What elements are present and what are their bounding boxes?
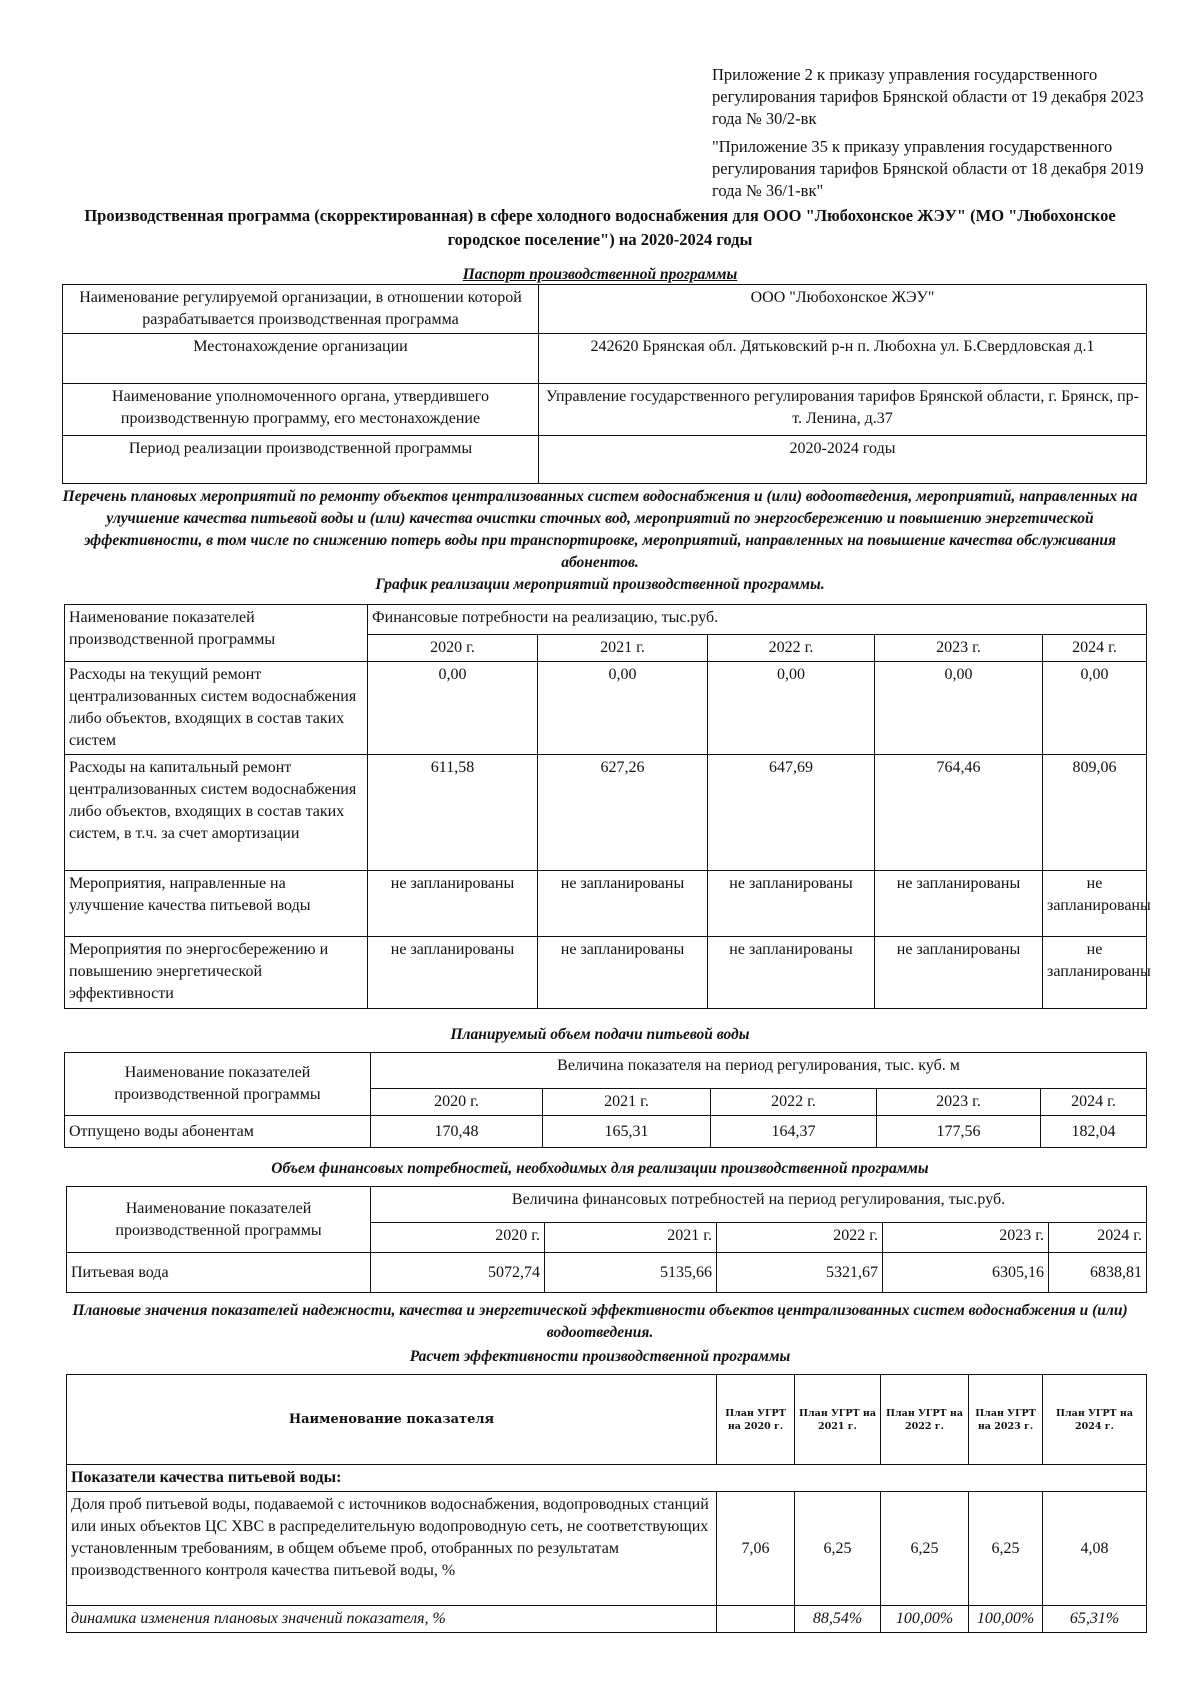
efficiency-table <box>66 1374 1147 1633</box>
row-label: Расходы на капитальный ремонт централизованных систем водоснабжения либо объектов, входящих в состав таких систем, в т.ч. за счет амортизации <box>65 755 368 871</box>
volume-col-header: Наименование показателей производственной программы <box>65 1053 371 1116</box>
efficiency-section-row <box>67 1465 1147 1492</box>
cell-value: 6,25 <box>881 1492 969 1606</box>
year-header: 2022 г. <box>711 1089 877 1116</box>
measures-table <box>64 604 1151 1009</box>
year-header: 2024 г. <box>1041 1089 1147 1116</box>
cell-value: 164,37 <box>711 1116 877 1148</box>
cell-value: 170,48 <box>371 1116 543 1148</box>
cell-value: не запланированы <box>538 871 708 937</box>
cell-value: не запланированы <box>875 871 1043 937</box>
passport-row <box>63 384 1147 436</box>
measures-row <box>65 937 1147 1009</box>
efficiency-subtitle: Расчет эффективности производственной программы <box>409 1348 791 1365</box>
efficiency-title: Плановые значения показателей надежности, качества и энергетической эффективности объектов централизованных систем водоснабжения и (или) водоотведения. <box>72 1302 1128 1341</box>
passport-value: Управление государственного регулирования тарифов Брянской области, г. Брянск, пр-т. Ленина, д.37 <box>539 384 1147 436</box>
cell-value: не запланированы <box>1043 937 1147 1009</box>
year-header: 2021 г. <box>543 1089 711 1116</box>
cell-value: 4,08 <box>1043 1492 1147 1606</box>
year-header: 2024 г. <box>1049 1223 1147 1253</box>
measures-group-header: Финансовые потребности на реализацию, тыс.руб. <box>368 605 1147 635</box>
cell-value: 0,00 <box>1043 662 1147 755</box>
row-label: Мероприятия по энергосбережению и повышению энергетической эффективности <box>65 937 368 1009</box>
cell-value: 627,26 <box>538 755 708 871</box>
passport-row <box>63 285 1147 334</box>
appendix-note-2: "Приложение 35 к приказу управления государственного регулирования тарифов Брянской области от 18 декабря 2019 года № 36/1-вк" <box>712 137 1144 200</box>
efficiency-header-row <box>67 1375 1147 1465</box>
year-header: 2022 г. <box>717 1223 883 1253</box>
finance-col-header: Наименование показателей производственной программы <box>67 1187 371 1253</box>
measures-subtitle: График реализации мероприятий производственной программы. <box>375 576 825 593</box>
cell-value: 165,31 <box>543 1116 711 1148</box>
cell-value: 88,54% <box>795 1606 881 1633</box>
cell-value: 182,04 <box>1041 1116 1147 1148</box>
measures-row <box>65 755 1147 871</box>
efficiency-dynamics-row <box>67 1606 1147 1633</box>
volume-header-row <box>65 1053 1147 1089</box>
plan-header: План УГРТ на 2020 г. <box>717 1375 795 1465</box>
cell-value: 6305,16 <box>883 1253 1049 1293</box>
cell-value: 5072,74 <box>371 1253 545 1293</box>
indicator-label: Доля проб питьевой воды, подаваемой с источников водоснабжения, водопроводных станций или иных объектов ЦС ХВС в распределительную водопроводную сеть, не соответствующих установленным требованиям, в общем объеме проб, отобранных по результатам производственного контроля качества питьевой воды, % <box>67 1492 717 1606</box>
cell-value: не запланированы <box>368 937 538 1009</box>
cell-value: не запланированы <box>708 871 875 937</box>
cell-value: не запланированы <box>368 871 538 937</box>
plan-header: План УГРТ на 2021 г. <box>795 1375 881 1465</box>
year-header: 2022 г. <box>708 635 875 662</box>
passport-label: Местонахождение организации <box>63 334 539 384</box>
volume-group-header: Величина показателя на период регулирования, тыс. куб. м <box>371 1053 1147 1089</box>
cell-value: не запланированы <box>538 937 708 1009</box>
cell-value: 6,25 <box>969 1492 1043 1606</box>
cell-value: 0,00 <box>708 662 875 755</box>
year-header: 2024 г. <box>1043 635 1147 662</box>
row-label: Питьевая вода <box>67 1253 371 1293</box>
row-label: Отпущено воды абонентам <box>65 1116 371 1148</box>
passport-label: Наименование уполномоченного органа, утвердившего производственную программу, его местонахождение <box>63 384 539 436</box>
volume-title: Планируемый объем подачи питьевой воды <box>450 1026 750 1043</box>
cell-value: не запланированы <box>1043 871 1147 937</box>
cell-value: 764,46 <box>875 755 1043 871</box>
passport-value: ООО "Любохонское ЖЭУ" <box>539 285 1147 334</box>
passport-title: Паспорт производственной программы <box>462 266 738 283</box>
cell-value <box>717 1606 795 1633</box>
dynamics-label: динамика изменения плановых значений показателя, % <box>67 1606 717 1633</box>
cell-value: 100,00% <box>969 1606 1043 1633</box>
measures-col-header: Наименование показателей производственной программы <box>65 605 368 662</box>
cell-value: 0,00 <box>368 662 538 755</box>
passport-label: Наименование регулируемой организации, в отношении которой разрабатывается производственная программа <box>63 285 539 334</box>
finance-row <box>67 1253 1147 1293</box>
passport-table <box>62 284 1147 484</box>
year-header: 2023 г. <box>875 635 1043 662</box>
year-header: 2023 г. <box>877 1089 1041 1116</box>
cell-value: 65,31% <box>1043 1606 1147 1633</box>
passport-value: 2020-2024 годы <box>539 436 1147 484</box>
cell-value: 0,00 <box>875 662 1043 755</box>
measures-row <box>65 871 1147 937</box>
cell-value: 647,69 <box>708 755 875 871</box>
cell-value: 5321,67 <box>717 1253 883 1293</box>
cell-value: 100,00% <box>881 1606 969 1633</box>
plan-header: План УГРТ на 2024 г. <box>1043 1375 1147 1465</box>
year-header: 2021 г. <box>545 1223 717 1253</box>
row-label: Расходы на текущий ремонт централизованных систем водоснабжения либо объектов, входящих в состав таких систем <box>65 662 368 755</box>
cell-value: 6,25 <box>795 1492 881 1606</box>
cell-value: 0,00 <box>538 662 708 755</box>
cell-value: 611,58 <box>368 755 538 871</box>
year-header: 2020 г. <box>371 1089 543 1116</box>
finance-title: Объем финансовых потребностей, необходимых для реализации производственной программы <box>271 1160 929 1177</box>
volume-table <box>64 1052 1147 1148</box>
finance-table <box>66 1186 1147 1293</box>
plan-header: План УГРТ на 2023 г. <box>969 1375 1043 1465</box>
cell-value: 6838,81 <box>1049 1253 1147 1293</box>
year-header: 2020 г. <box>371 1223 545 1253</box>
measures-row <box>65 662 1147 755</box>
measures-header-row <box>65 605 1147 635</box>
row-label: Мероприятия, направленные на улучшение качества питьевой воды <box>65 871 368 937</box>
passport-label: Период реализации производственной программы <box>63 436 539 484</box>
document-title: Производственная программа (скорректированная) в сфере холодного водоснабжения для ООО "Любохонское ЖЭУ" (МО "Любохонское городское поселение") на 2020-2024 годы <box>84 206 1116 249</box>
finance-group-header: Величина финансовых потребностей на период регулирования, тыс.руб. <box>371 1187 1147 1223</box>
cell-value: 7,06 <box>717 1492 795 1606</box>
measures-title: Перечень плановых мероприятий по ремонту объектов централизованных систем водоснабжения и (или) водоотведения, мероприятий, направленных на улучшение качества питьевой воды и (или) качества очистки сточных вод, мероприятий по энергосбережению и повышению энергетической эффективности, в том числе по снижению потерь воды при транспортировке, мероприятий, направленных на повышение качества обслуживания абонентов. <box>62 488 1138 571</box>
cell-value: 177,56 <box>877 1116 1041 1148</box>
passport-row <box>63 334 1147 384</box>
cell-value: 5135,66 <box>545 1253 717 1293</box>
year-header: 2020 г. <box>368 635 538 662</box>
efficiency-col-header: Наименование показателя <box>67 1375 717 1465</box>
efficiency-indicator-row <box>67 1492 1147 1606</box>
appendix-note-1: Приложение 2 к приказу управления государственного регулирования тарифов Брянской области от 19 декабря 2023 года № 30/2-вк <box>712 65 1144 128</box>
volume-row <box>65 1116 1147 1148</box>
year-header: 2021 г. <box>538 635 708 662</box>
year-header: 2023 г. <box>883 1223 1049 1253</box>
cell-value: 809,06 <box>1043 755 1147 871</box>
passport-row <box>63 436 1147 484</box>
cell-value: не запланированы <box>708 937 875 1009</box>
section-label: Показатели качества питьевой воды: <box>67 1465 1147 1492</box>
passport-value: 242620 Брянская обл. Дятьковский р-н п. Любохна ул. Б.Свердловская д.1 <box>539 334 1147 384</box>
finance-header-row <box>67 1187 1147 1223</box>
cell-value: не запланированы <box>875 937 1043 1009</box>
plan-header: План УГРТ на 2022 г. <box>881 1375 969 1465</box>
